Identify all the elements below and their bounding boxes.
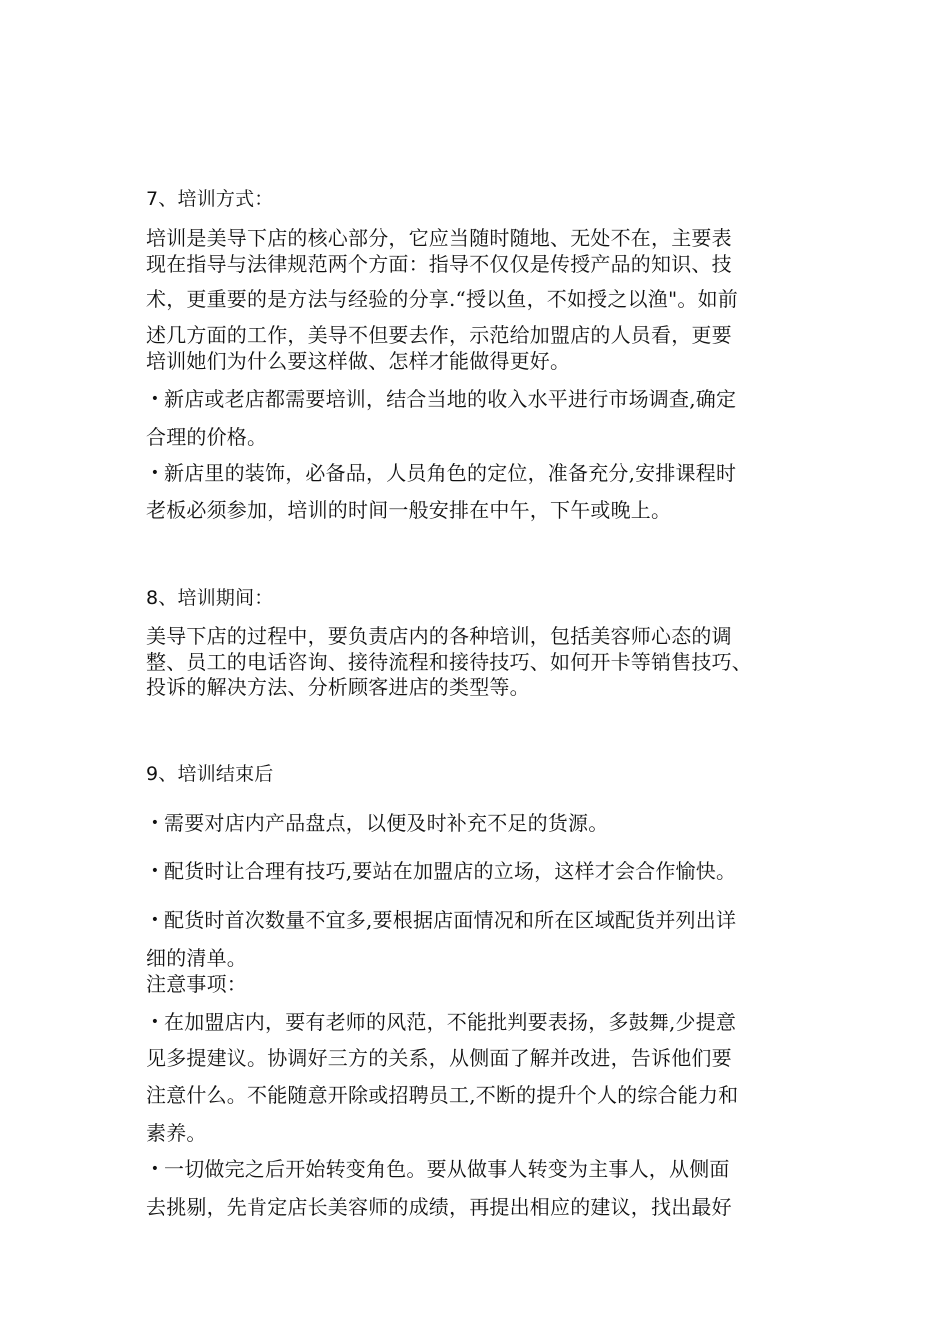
bullet-item: • 一切做完之后开始转变角色。要从做事人转变为主事人，从侧面 <box>146 1156 730 1182</box>
bullet-icon: • <box>150 1014 160 1030</box>
bullet-item: • 在加盟店内，要有老师的风范，不能批判要表扬，多鼓舞,少提意 <box>146 1009 736 1035</box>
bullet-continuation: 细的清单。 <box>146 946 247 970</box>
bullet-item: • 需要对店内产品盘点，以便及时补充不足的货源。 <box>146 810 608 836</box>
bullet-icon: • <box>150 465 160 481</box>
paragraph-line: 术，更重要的是方法与经验的分享.“授以鱼，不如授之以渔"。如前 <box>146 287 738 311</box>
bullet-item: • 配货时让合理有技巧,要站在加盟店的立场，这样才会合作愉快。 <box>146 858 736 884</box>
bullet-icon: • <box>150 1161 160 1177</box>
bullet-continuation: 注意什么。不能随意开除或招聘员工,不断的提升个人的综合能力和 <box>146 1083 739 1107</box>
bullet-continuation: 合理的价格。 <box>146 425 268 449</box>
bullet-item: • 新店里的装饰，必备品，人员角色的定位，准备充分,安排课程时 <box>146 460 736 486</box>
paragraph-line: 美导下店的过程中，要负责店内的各种培训，包括美容师心态的调 <box>146 624 732 648</box>
bullet-icon: • <box>150 863 160 879</box>
paragraph-line: 整、员工的电话咨询、接待流程和接待技巧、如何开卡等销售技巧、 <box>146 650 752 674</box>
bullet-icon: • <box>150 815 160 831</box>
paragraph-line: 述几方面的工作，美导不但要去作，示范给加盟店的人员看，更要 <box>146 323 732 347</box>
bullet-item: • 新店或老店都需要培训，结合当地的收入水平进行市场调查,确定 <box>146 386 736 412</box>
section-7-heading: 7、培训方式： <box>146 188 274 210</box>
paragraph-line: 培训她们为什么要这样做、怎样才能做得更好。 <box>146 349 571 373</box>
bullet-continuation: 素养。 <box>146 1121 207 1145</box>
section-8-heading: 8、培训期间： <box>146 587 274 609</box>
bullet-icon: • <box>150 391 160 407</box>
section-9-heading: 9、培训结束后 <box>146 763 274 785</box>
paragraph-line: 现在指导与法律规范两个方面：指导不仅仅是传授产品的知识、技 <box>146 252 732 276</box>
paragraph-line: 投诉的解决方法、分析顾客进店的类型等。 <box>146 675 530 699</box>
paragraph-line: 培训是美导下店的核心部分，它应当随时随地、无处不在，主要表 <box>146 226 732 250</box>
bullet-item: • 配货时首次数量不宜多,要根据店面情况和所在区域配货并列出详 <box>146 907 736 933</box>
bullet-continuation: 老板必须参加，培训的时间一般安排在中午，下午或晚上。 <box>146 498 672 522</box>
notes-heading: 注意事项： <box>146 972 247 996</box>
bullet-icon: • <box>150 912 160 928</box>
bullet-continuation: 去挑剔，先肯定店长美容师的成绩，再提出相应的建议，找出最好 <box>146 1195 732 1219</box>
bullet-continuation: 见多提建议。协调好三方的关系，从侧面了解并改进，告诉他们要 <box>146 1046 732 1070</box>
